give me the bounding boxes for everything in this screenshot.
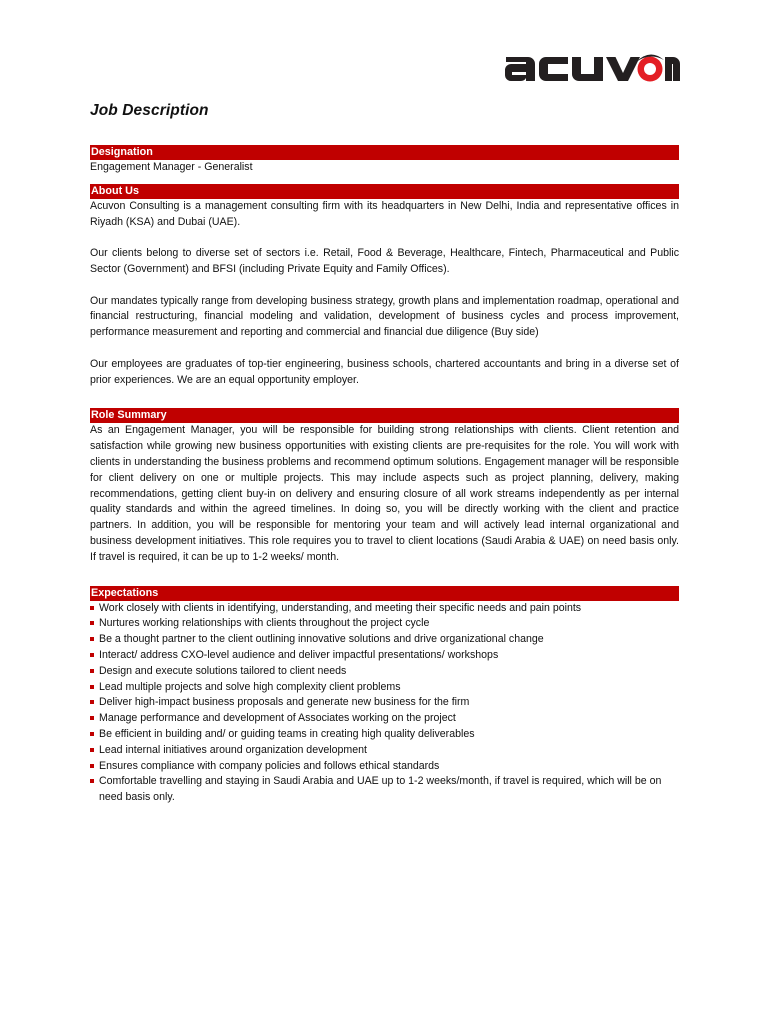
list-item-text: Be efficient in building and/ or guiding teams in creating high quality deliverables [99,727,475,740]
list-item-text: Nurtures working relationships with clients throughout the project cycle [99,617,430,630]
list-item-text: Manage performance and development of Associates working on the project [99,712,456,725]
list-item-text: Ensures compliance with company policies and follows ethical standards [99,759,440,772]
about-paragraph: Acuvon Consulting is a management consulting firm with its headquarters in New Delhi, India and representative offices in Riyadh (KSA) and Dubai (UAE). [90,199,679,228]
expectations-heading: Expectations [90,586,679,601]
bullet-icon [90,779,94,783]
bullet-icon [90,685,94,689]
list-item [90,759,679,775]
list-item-text: Interact/ address CXO-level audience and deliver impactful presentations/ workshops [99,648,499,661]
role-summary-text: As an Engagement Manager, you will be responsible for building strong relationships with clients. Client retention and satisfaction while growing new business opportunities with existing clients are pre-requisites for the role. You will work with clients in understanding the business problems and recommend optimum solutions. Engagement manager will be responsible for client delivery on one or multiple projects. This may include aspects such as project planning, delivery, making recommendations, getting client buy-in on delivery and ensuring closure of all work streams independently as per internal quality standards and within the agreed timelines. In doing so, you will be directly working with the client and practice partners. In addition, you will be responsible for mentoring your team and will actively lead internal organizational and business development initiatives. This role requires you to travel to client locations (Saudi Arabia & UAE) on need basis only. If travel is required, it can be up to 1-2 weeks/ month. [90,424,679,563]
list-item-text: Design and execute solutions tailored to client needs [99,664,347,677]
list-item-text: Comfortable travelling and staying in Saudi Arabia and UAE up to 1-2 weeks/month, if travel is required, which will be on need basis only. [99,775,662,804]
list-item [90,695,679,711]
about-paragraph: Our mandates typically range from developing business strategy, growth plans and implementation roadmap, operational and financial restructuring, financial modeling and validation, development of business cycles and process improvement, performance measurement and reporting and commercial and financial due diligence (Buy side) [90,294,679,339]
list-item [90,632,679,648]
designation-value: Engagement Manager - Generalist [90,161,253,173]
list-item [90,616,679,632]
about-heading: About Us [90,184,679,199]
acuvon-logo-graphic [502,44,680,84]
bullet-icon [90,716,94,720]
document-body [90,145,679,806]
bullet-icon [90,653,94,657]
list-item-text: Lead multiple projects and solve high complexity client problems [99,680,401,693]
bullet-icon [90,669,94,673]
about-paragraph: Our employees are graduates of top-tier engineering, business schools, chartered accountants and bring in a diverse set of prior experiences. We are an equal opportunity employer. [90,357,679,386]
bullet-icon [90,637,94,641]
bullet-icon [90,764,94,768]
page-title: Job Description [90,102,209,119]
list-item-text: Lead internal initiatives around organization development [99,743,367,756]
bullet-icon [90,606,94,610]
list-item-text: Deliver high-impact business proposals and generate new business for the firm [99,696,470,709]
designation-heading: Designation [90,145,679,160]
list-item-text: Be a thought partner to the client outlining innovative solutions and drive organizational change [99,633,544,646]
logo-o-mark [636,54,664,81]
list-item-text: Work closely with clients in identifying, understanding, and meeting their specific needs and pain points [99,601,582,614]
list-item [90,727,679,743]
expectations-list [90,601,679,806]
bullet-icon [90,732,94,736]
list-item [90,648,679,664]
list-item [90,743,679,759]
about-paragraph: Our clients belong to diverse set of sectors i.e. Retail, Food & Beverage, Healthcare, Fintech, Pharmaceutical and Public Sector (Government) and BFSI (including Private Equity and Family Offices). [90,247,679,275]
list-item [90,664,679,680]
list-item [90,680,679,696]
list-item [90,601,679,617]
bullet-icon [90,700,94,704]
bullet-icon [90,621,94,625]
role-summary-heading: Role Summary [90,408,679,423]
acuvon-logo [502,44,680,84]
list-item [90,774,679,806]
list-item [90,711,679,727]
bullet-icon [90,748,94,752]
